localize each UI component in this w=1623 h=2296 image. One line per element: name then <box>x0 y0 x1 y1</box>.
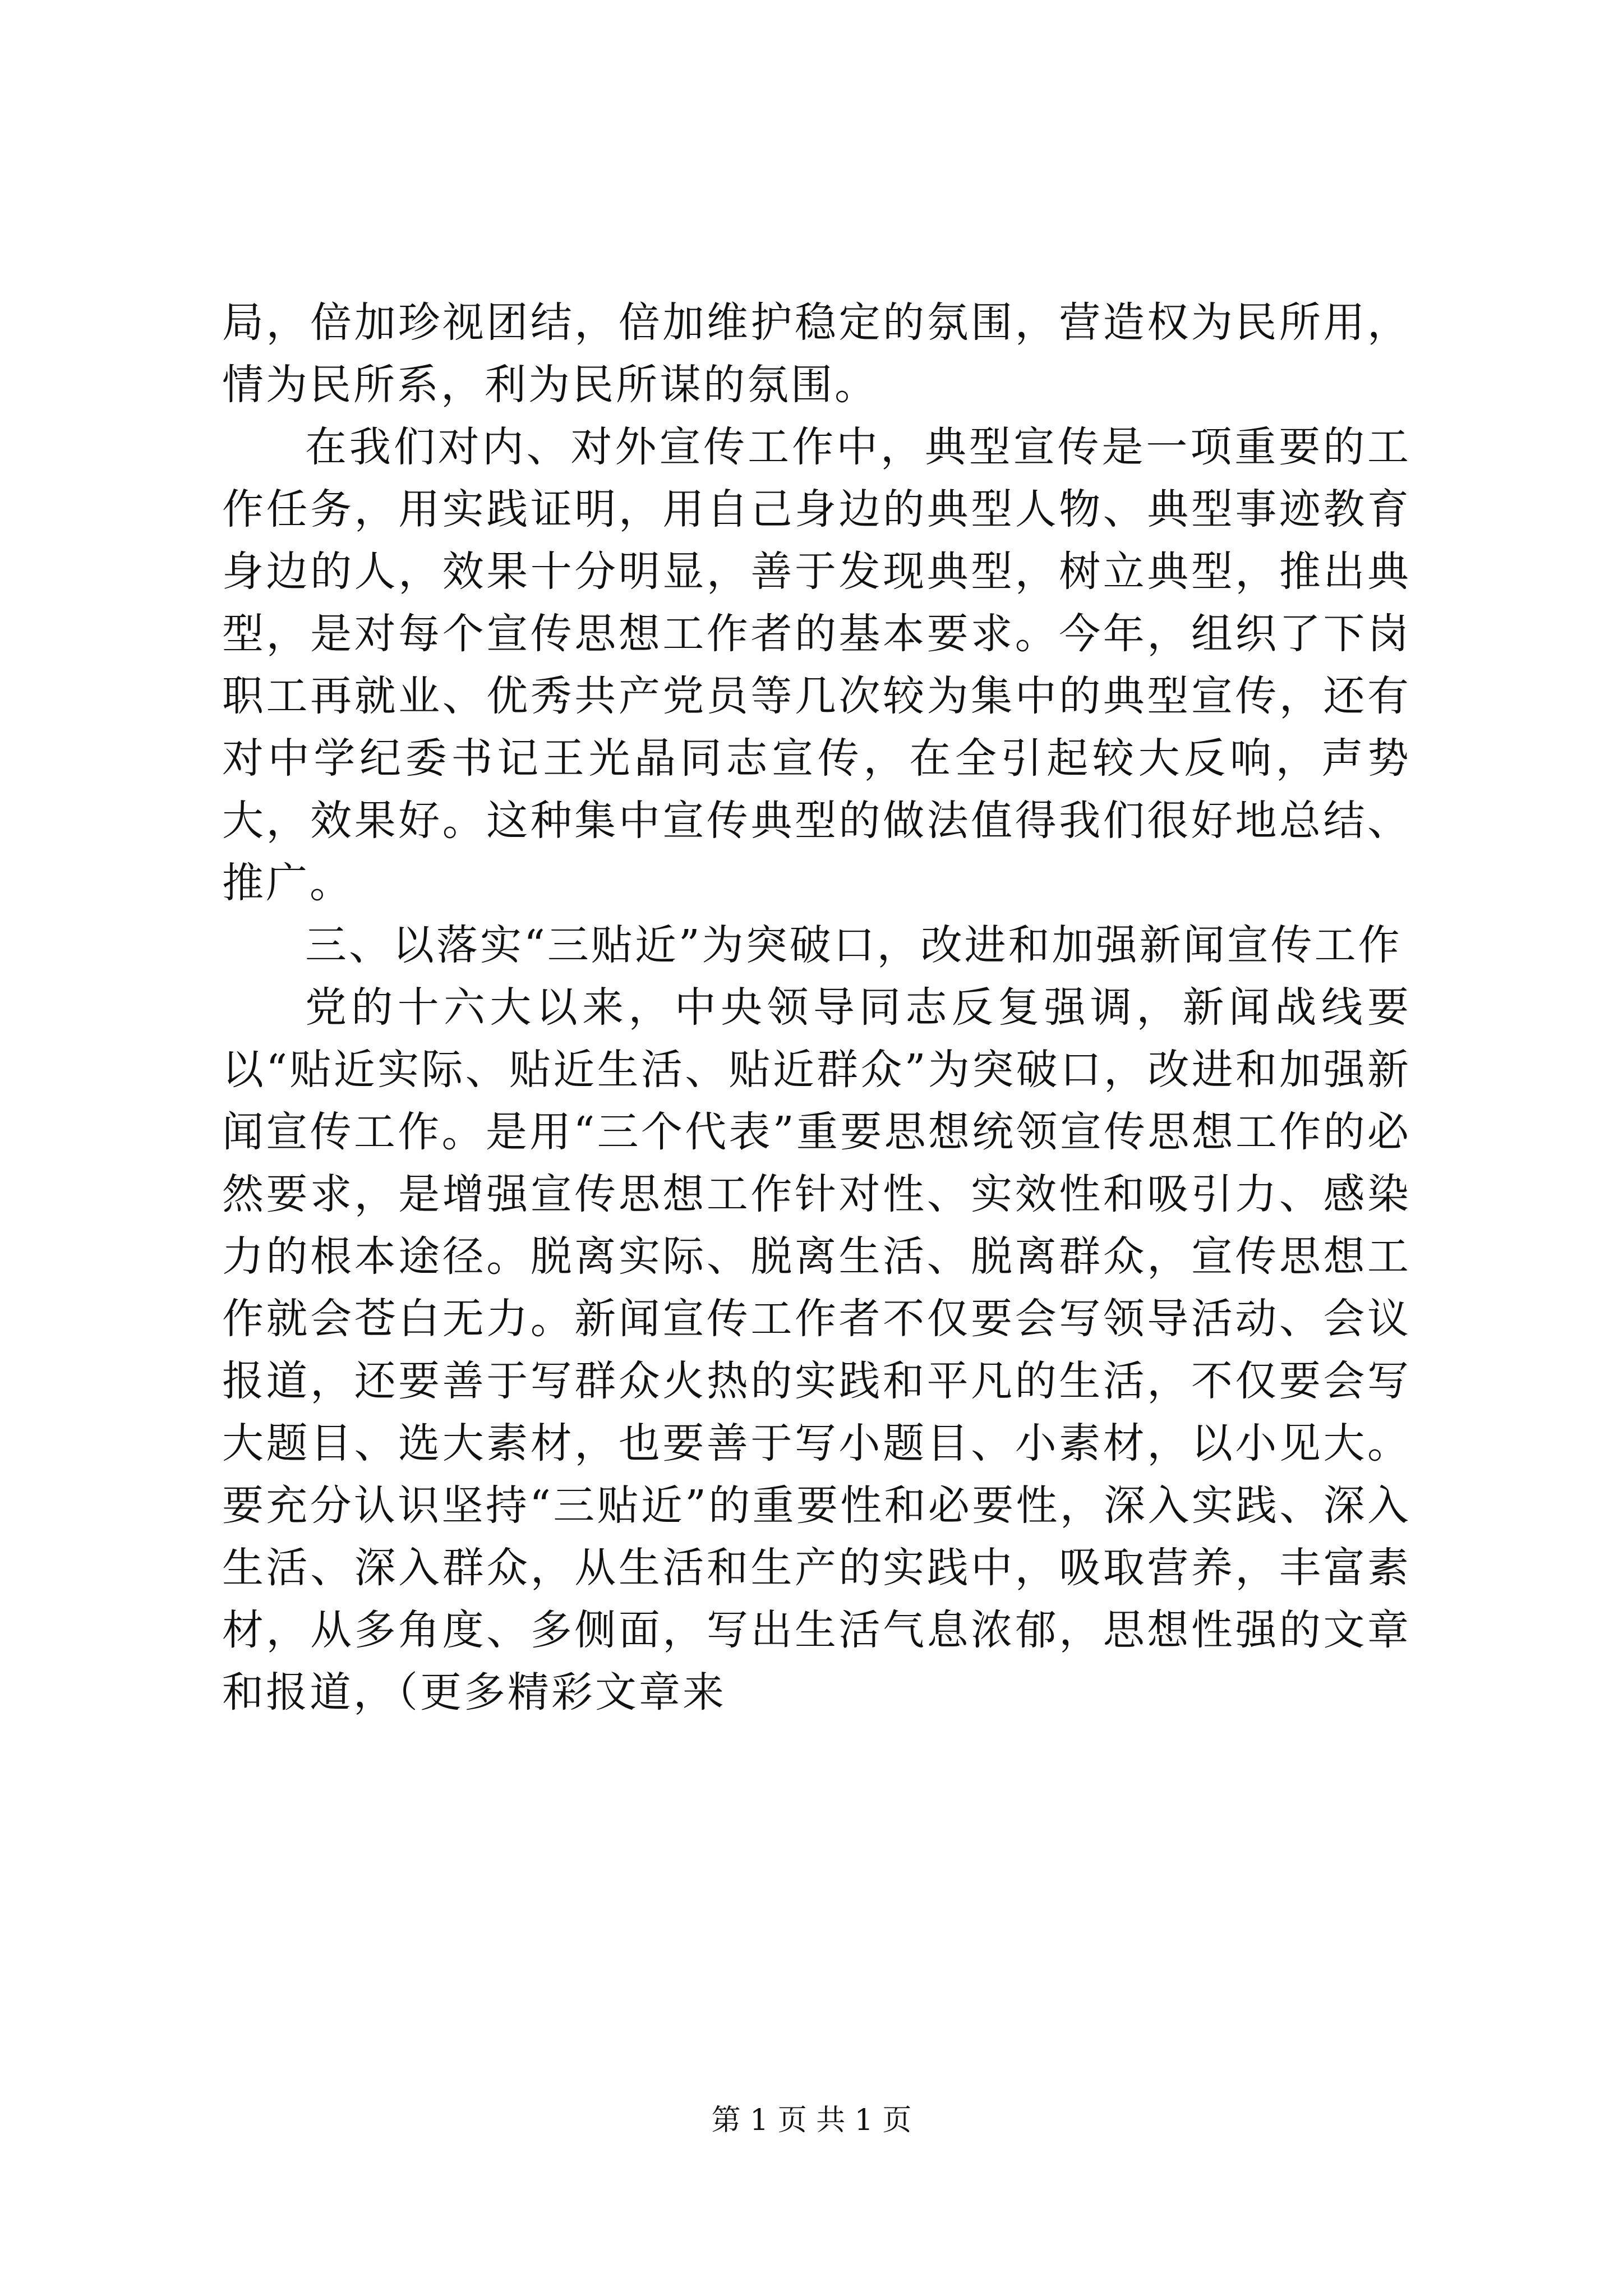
paragraph-typical-publicity: 在我们对内、对外宣传工作中，典型宣传是一项重要的工作任务，用实践证明，用自己身边的典型人物、典型事迹教育身边的人，效果十分明显，善于发现典型，树立典型，推出典型，是对每个宣传思想工作者的基本要求。今年，组织了下岗职工再就业、优秀共产党员等几次较为集中的典型宣传，还有对中学纪委书记王光晶同志宣传，在全引起较大反响，声势大，效果好。这种集中宣传典型的做法值得我们很好地总结、推广。 <box>222 423 1411 907</box>
page-footer: 第 1 页 共 1 页 <box>711 2104 912 2137</box>
document-body <box>222 292 1411 1724</box>
section-heading: 三、以落实“三贴近”为突破口，改进和加强新闻宣传工作 <box>305 921 1402 969</box>
paragraph-continuation: 局，倍加珍视团结，倍加维护稳定的氛围，营造权为民所用，情为民所系，利为民所谋的氛围。 <box>222 298 1411 409</box>
paragraph-three-closeness: 党的十六大以来，中央领导同志反复强调，新闻战线要以“贴近实际、贴近生活、贴近群众”为突破口，改进和加强新闻宣传工作。是用“三个代表”重要思想统领宣传思想工作的必然要求，是增强宣传思想工作针对性、实效性和吸引力、感染力的根本途径。脱离实际、脱离生活、脱离群众，宣传思想工作就会苍白无力。新闻宣传工作者不仅要会写领导活动、会议报道，还要善于写群众火热的实践和平凡的生活，不仅要会写大题目、选大素材，也要善于写小题目、小素材，以小见大。要充分认识坚持“三贴近”的重要性和必要性，深入实践、深入生活、深入群众，从生活和生产的实践中，吸取营养，丰富素材，从多角度、多侧面，写出生活气息浓郁，思想性强的文章和报道，（更多精彩文章来 <box>222 983 1411 1717</box>
